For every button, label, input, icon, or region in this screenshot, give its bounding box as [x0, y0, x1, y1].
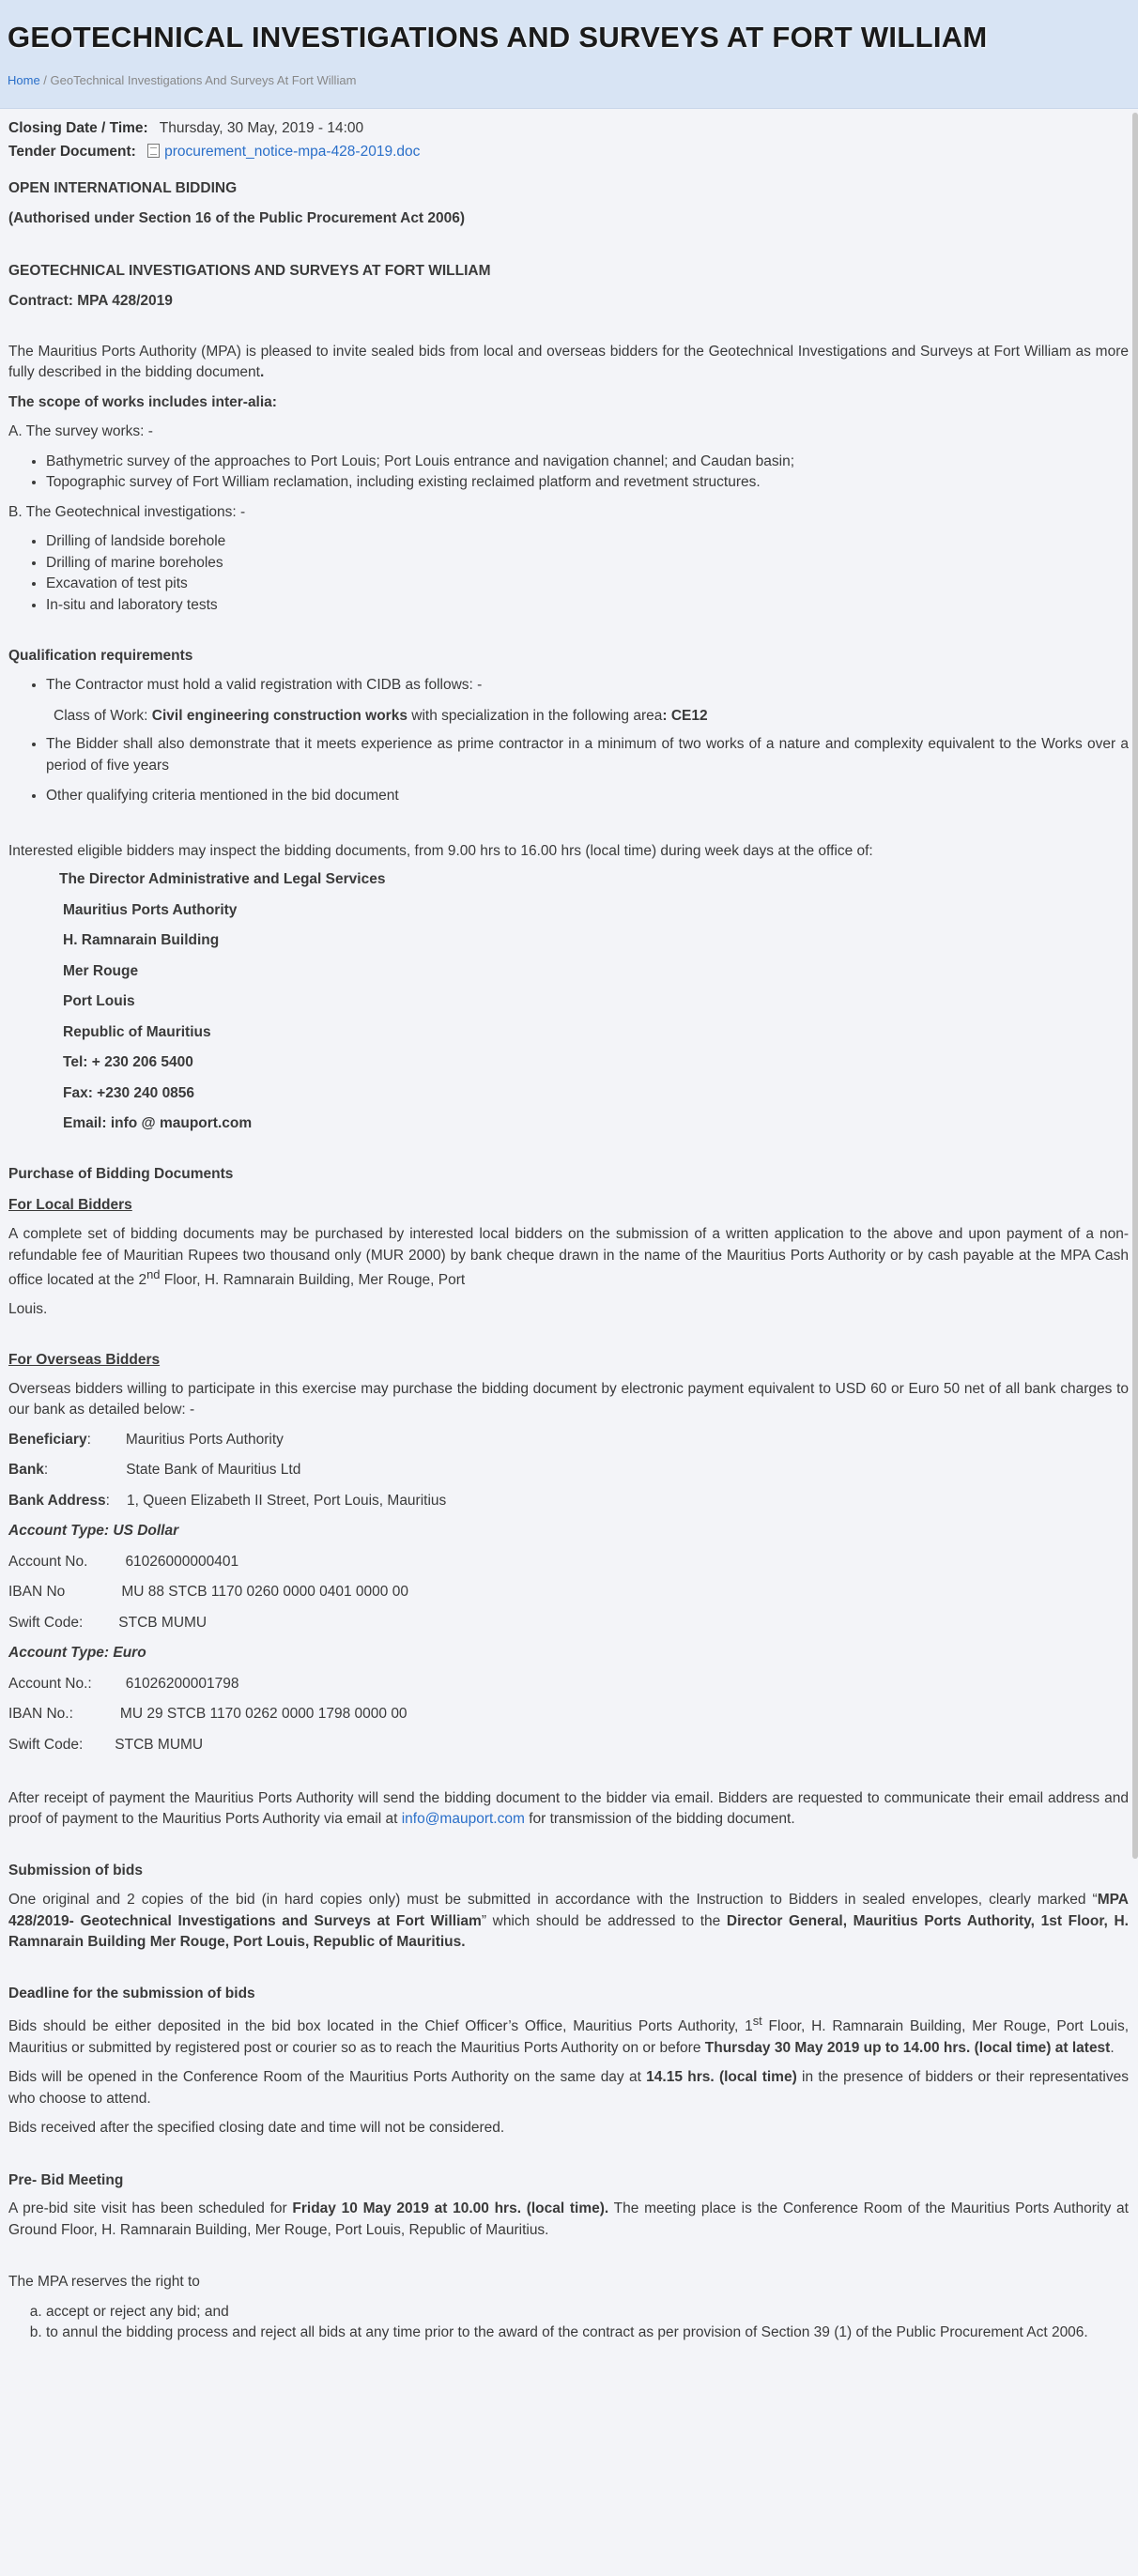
deadline-text-2: Floor, H. Ramnarain Building, Mer Rouge, Port Louis, Mauritius or submitted by registered post or courier so as to reach the Mauritius Ports Authority on or before: [8, 2018, 1129, 2056]
deadline-text-end: .: [1110, 2039, 1115, 2056]
address-line: The Director Administrative and Legal Services: [59, 871, 386, 888]
after-payment-paragraph: [8, 1788, 1129, 1831]
eur-iban-label: IBAN No.:: [8, 1706, 73, 1723]
bank-address-label: Bank Address: [8, 1492, 106, 1509]
usd-account-row: [8, 1552, 1129, 1572]
prebid-paragraph: [8, 2199, 1129, 2241]
local-bidders-text-2: Floor, H. Ramnarain Building, Mer Rouge, Port: [160, 1272, 466, 1289]
list-item: • In-situ and laboratory tests: [46, 595, 1129, 616]
scope-geotech-label: B. The Geotechnical investigations: -: [8, 503, 246, 520]
qualification-list-2: [8, 734, 1129, 806]
usd-swift-row: [8, 1613, 1129, 1633]
intro-heading-authorised: (Authorised under Section 16 of the Public Procurement Act 2006): [8, 210, 466, 227]
local-bidders-heading: For Local Bidders: [8, 1196, 132, 1213]
intro-heading-bidding: OPEN INTERNATIONAL BIDDING: [8, 179, 238, 196]
qualification-heading: Qualification requirements: [8, 647, 193, 664]
class-of-work-value: Civil engineering construction works: [151, 707, 408, 724]
opening-text: Bids will be opened in the Conference Room of the Mauritius Ports Authority on the same day at: [8, 2069, 647, 2086]
usd-iban-value: MU 88 STCB 1170 0260 0000 0401 0000 00: [121, 1584, 408, 1601]
beneficiary-row: [8, 1430, 1129, 1450]
eur-iban-value: MU 29 STCB 1170 0262 0000 1798 0000 00: [119, 1706, 408, 1723]
intro-paragraph: [8, 342, 1129, 384]
list-item: • Excavation of test pits: [46, 574, 1129, 594]
prebid-text-2: The meeting place is the Conference Room of the Mauritius Ports Authority at Ground Floor, H. Ramnarain Building, Mer Rouge, Port Louis, Republic of Mauritius.: [8, 2200, 1129, 2238]
purchase-heading: Purchase of Bidding Documents: [8, 1166, 234, 1183]
list-item: • Bathymetric survey of the approaches to Port Louis; Port Louis entrance and navigation channel; and Caudan basin;: [46, 452, 1129, 472]
tender-document-field: [8, 142, 1129, 162]
local-bidders-paragraph-end: Louis.: [8, 1300, 48, 1317]
intro-paragraph-end: .: [259, 364, 265, 381]
usd-iban-row: [8, 1582, 1129, 1602]
list-item: a. accept or reject any bid; and: [46, 2302, 1129, 2323]
eur-swift-label: Swift Code:: [8, 1736, 84, 1753]
local-bidders-paragraph: [8, 1224, 1129, 1292]
beneficiary-value: Mauritius Ports Authority: [125, 1431, 284, 1448]
beneficiary-label: Beneficiary: [8, 1431, 87, 1448]
class-of-work-mid: with specialization in the following area: [407, 707, 663, 724]
eur-swift-value: STCB MUMU: [115, 1736, 204, 1753]
address-line: Fax: +230 240 0856: [63, 1084, 195, 1101]
list-item: • Other qualifying criteria mentioned in the bid document: [46, 786, 1129, 806]
deadline-sup: st: [752, 2014, 762, 2029]
address-line: Email: info @ mauport.com: [63, 1115, 253, 1131]
office-address: [8, 869, 1129, 1134]
address-line: Mer Rouge: [63, 962, 139, 979]
class-of-work-label: Class of Work:: [54, 707, 152, 724]
usd-account-value: 61026000000401: [125, 1553, 239, 1570]
eur-iban-row: [8, 1704, 1129, 1725]
deadline-paragraph-3: Bids received after the specified closing date and time will not be considered.: [8, 2120, 505, 2137]
eur-account-value: 61026200001798: [125, 1675, 239, 1692]
submission-text: One original and 2 copies of the bid (in hard copies only) must be submitted in accordance with the Instruction to Bidders in sealed envelopes, clearly marked “: [8, 1892, 1098, 1909]
overseas-bidders-heading: For Overseas Bidders: [8, 1352, 161, 1369]
list-item: • Topographic survey of Fort William reclamation, including existing reclaimed platform and revetment structures.: [46, 472, 1129, 493]
scrollbar[interactable]: [1132, 113, 1138, 1859]
bank-address-row: [8, 1491, 1129, 1511]
main-content: [0, 109, 1138, 2344]
opening-text-2: in the presence of bidders or their representatives who choose to attend.: [8, 2069, 1129, 2107]
breadcrumb: [8, 72, 1130, 90]
deadline-text: Bids should be either deposited in the bid box located in the Chief Officer’s Office, Mauritius Ports Authority, 1: [8, 2018, 753, 2035]
breadcrumb-home-link[interactable]: Home: [8, 72, 40, 87]
after-payment-text-2: for transmission of the bidding document.: [524, 1811, 795, 1828]
qualification-list: [8, 675, 1129, 696]
tender-document-link[interactable]: procurement_notice-mpa-428-2019.doc: [164, 144, 421, 161]
scope-heading: The scope of works includes inter-alia:: [8, 393, 277, 410]
intro-heading-contract: Contract: MPA 428/2019: [8, 293, 173, 310]
usd-iban-label: IBAN No: [8, 1584, 66, 1601]
eur-swift-row: [8, 1735, 1129, 1756]
closing-date-value: Thursday, 30 May, 2019 - 14:00: [159, 120, 364, 136]
closing-date-label: Closing Date / Time:: [8, 120, 148, 136]
scope-survey-label: A. The survey works: -: [8, 423, 153, 440]
list-item: b. to annul the bidding process and reject all bids at any time prior to the award of the contract as per provision of Section 39 (1) of the Public Procurement Act 2006.: [46, 2323, 1129, 2343]
page-title: GEOTECHNICAL INVESTIGATIONS AND SURVEYS AT FORT WILLIAM: [8, 21, 988, 54]
prebid-text: A pre-bid site visit has been scheduled for: [8, 2200, 293, 2217]
local-bidders-sup: nd: [146, 1267, 161, 1282]
list-item: • The Bidder shall also demonstrate that it meets experience as prime contractor in a minimum of two works of a nature and complexity equivalent to the Works over a period of five years: [46, 734, 1129, 776]
list-item: • Drilling of marine boreholes: [46, 553, 1129, 574]
tender-document-label: Tender Document:: [8, 144, 136, 161]
document-icon: [147, 144, 160, 158]
list-item: • Drilling of landside borehole: [46, 531, 1129, 552]
deadline-paragraph-1: [8, 2013, 1129, 2059]
usd-swift-label: Swift Code:: [8, 1614, 84, 1631]
bank-colon: :: [43, 1462, 49, 1479]
intro-heading-project: GEOTECHNICAL INVESTIGATIONS AND SURVEYS AT FORT WILLIAM: [8, 262, 491, 279]
address-line: Port Louis: [63, 993, 135, 1010]
usd-swift-value: STCB MUMU: [118, 1614, 208, 1631]
submission-heading: Submission of bids: [8, 1862, 143, 1878]
qualification-class-of-work: [8, 706, 1129, 727]
submission-text-2: ” which should be addressed to the: [481, 1912, 727, 1929]
list-item: • The Contractor must hold a valid registration with CIDB as follows: -: [46, 675, 1129, 696]
eur-account-heading: Account Type: Euro: [8, 1645, 146, 1662]
address-line: Republic of Mauritius: [63, 1023, 211, 1040]
eur-account-label: Account No.:: [8, 1675, 92, 1692]
address-line: H. Ramnarain Building: [63, 932, 220, 949]
submission-marking: MPA 428/2019- Geotechnical Investigations and Surveys at Fort William: [8, 1892, 1129, 1929]
bank-address-colon: :: [105, 1492, 110, 1509]
beneficiary-colon: :: [86, 1431, 91, 1448]
scope-geotech-list: [8, 531, 1129, 616]
prebid-date: Friday 10 May 2019 at 10.00 hrs. (local time).: [292, 2200, 609, 2217]
email-link[interactable]: info@mauport.com: [401, 1811, 525, 1828]
usd-account-label: Account No.: [8, 1553, 88, 1570]
bank-row: [8, 1460, 1129, 1480]
deadline-paragraph-2: [8, 2067, 1129, 2109]
reserve-paragraph: The MPA reserves the right to: [8, 2274, 200, 2291]
deadline-heading: Deadline for the submission of bids: [8, 1985, 255, 2001]
submission-paragraph: [8, 1890, 1129, 1953]
class-of-work-code: : CE12: [662, 707, 708, 724]
bank-value: State Bank of Mauritius Ltd: [126, 1462, 301, 1479]
breadcrumb-current: GeoTechnical Investigations And Surveys At Fort William: [50, 72, 357, 87]
intro-paragraph-text: The Mauritius Ports Authority (MPA) is pleased to invite sealed bids from local and overseas bidders for the Geotechnical Investigations and Surveys at Fort William as more fully described in the bidding document: [8, 343, 1129, 381]
local-bidders-text: A complete set of bidding documents may be purchased by interested local bidders on the submission of a written application to the above and upon payment of a non-refundable fee of Mauritian Rupees two thousand only (MUR 2000) by bank cheque drawn in the name of the Mauritius Ports Authority or by cash payable at the MPA Cash office located at the 2: [8, 1226, 1129, 1289]
eur-account-row: [8, 1674, 1129, 1694]
deadline-date: Thursday 30 May 2019 up to 14.00 hrs. (local time) at latest: [704, 2039, 1111, 2056]
prebid-heading: Pre- Bid Meeting: [8, 2171, 124, 2188]
opening-time: 14.15 hrs. (local time): [646, 2069, 797, 2086]
address-line: Mauritius Ports Authority: [63, 901, 238, 918]
bank-label: Bank: [8, 1462, 44, 1479]
inspect-paragraph: Interested eligible bidders may inspect the bidding documents, from 9.00 hrs to 16.00 hrs (local time) during week days at the office of:: [8, 842, 873, 859]
submission-address: Director General, Mauritius Ports Authority, 1st Floor, H. Ramnarain Building Mer Rouge, Port Louis, Republic of Mauritius.: [8, 1912, 1129, 1951]
bank-details: [8, 1430, 1129, 1756]
bank-address-value: 1, Queen Elizabeth II Street, Port Louis, Mauritius: [126, 1492, 447, 1509]
usd-account-heading: Account Type: US Dollar: [8, 1523, 179, 1540]
overseas-bidders-paragraph: Overseas bidders willing to participate in this exercise may purchase the bidding document by electronic payment equivalent to USD 60 or Euro 50 net of all bank charges to our bank as detailed below: -: [8, 1380, 1129, 1418]
scope-survey-list: [8, 452, 1129, 494]
reserve-list: [8, 2302, 1129, 2344]
after-payment-text: After receipt of payment the Mauritius Ports Authority will send the bidding document to the bidder via email. Bidders are requested to communicate their email address and proof of payment to the Mauritius Ports Authority via email at: [8, 1790, 1129, 1828]
breadcrumb-separator: /: [39, 72, 51, 87]
address-line: Tel: + 230 206 5400: [63, 1054, 193, 1071]
closing-date-field: [8, 118, 1129, 139]
page-header: [0, 0, 1138, 109]
